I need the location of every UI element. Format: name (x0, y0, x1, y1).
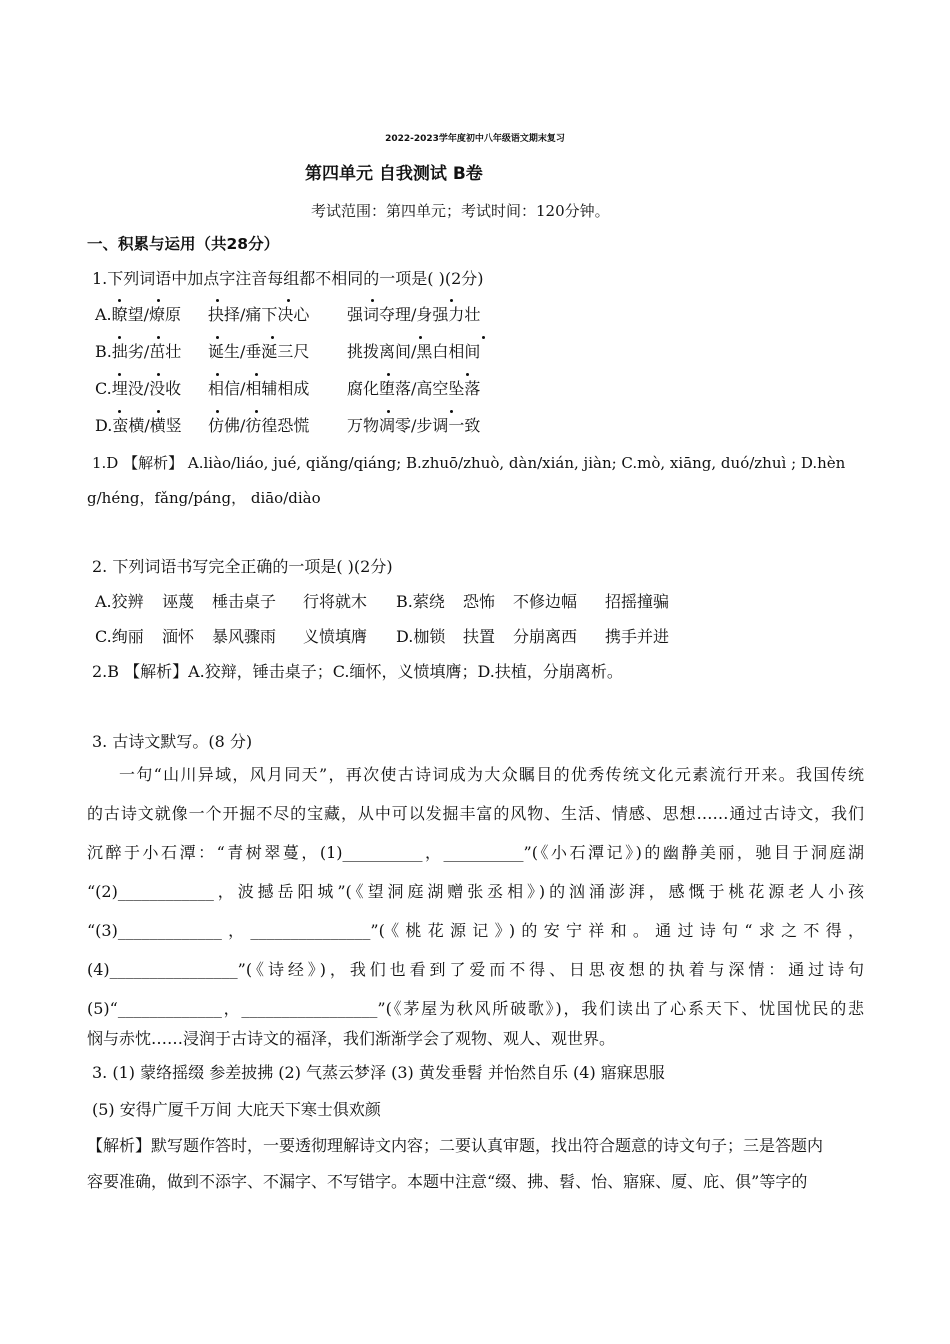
section-heading: 一、积累与运用（共28分） (87, 235, 280, 253)
option-word: 分崩离西 (513, 627, 578, 646)
option-word: 扶置 (463, 627, 496, 646)
question-3-answer-continued: (5) 安得广厦千万间 大庇天下寒士俱欢颜 (92, 1100, 381, 1119)
question-3-analysis: 【解析】默写题作答时，一要透彻理解诗文内容；二要认真审题，找出符合题意的诗文句子；三是答题内 (87, 1136, 824, 1155)
question-3-passage-line: (4)________________”(《诗经》)，我们也看到了爱而不得、日思夜想的执着与深情：通过诗句 (87, 960, 864, 979)
question-2-options-row-1 (95, 592, 669, 612)
question-3-passage-line: (5)“_____________，_________________”(《茅屋为秋风所破歌》)，我们读出了心系天下、忧国忧民的悲 (87, 999, 864, 1018)
emphasis-dot (216, 410, 219, 413)
question-3-passage-line: “(2)____________，波撼岳阳城”(《望洞庭湖赠张丞相》)的汹涌澎湃，感慨于桃花源老人小孩 (87, 882, 864, 901)
question-1-stem: 1.下列词语中加点字注音每组都不相同的一项是( )(2分) (92, 269, 484, 288)
document-title: 2022-2023学年度初中八年级语文期末复习 (385, 134, 565, 144)
emphasis-dot (450, 410, 453, 413)
emphasis-dot (482, 336, 485, 339)
document-subtitle: 第四单元 自我测试 B卷 (305, 164, 483, 184)
option-word: 义愤填膺 (303, 627, 368, 646)
option-d-group-3: 万物凋零/步调一致 (347, 416, 481, 435)
question-3-passage-line: “(3)_____________，_______________”(《桃花源记》)的安宁祥和。通过诗句“求之不得， (87, 921, 864, 940)
question-1-option-c (95, 379, 480, 399)
option-d-group-2: 仿佛/彷徨恐慌 (208, 416, 310, 435)
option-b-group-3: 挑拨离间/黑白相间 (347, 342, 481, 361)
question-2-options-row-2 (95, 627, 669, 647)
exam-info: 考试范围：第四单元；考试时间：120分钟。 (311, 202, 610, 220)
option-a-group-3: 强词夺理/身强力壮 (347, 305, 481, 324)
emphasis-dot (118, 410, 121, 413)
emphasis-dot (255, 373, 258, 376)
emphasis-dot (387, 410, 390, 413)
question-3-answer: 3. (1) 蒙络摇缀 参差披拂 (2) 气蒸云梦泽 (3) 黄发垂髫 并怡然自乐 (4) 寤寐思服 (92, 1063, 665, 1082)
option-d-group-1: D.蛮横/横竖 (95, 416, 182, 435)
option-b-group-2: 诞生/垂涎三尺 (208, 342, 310, 361)
option-word: 携手并进 (605, 627, 670, 646)
question-1-answer-continued: g/héng，fǎng/páng， diāo/diào (87, 489, 321, 507)
question-3-passage-line: 一句“山川异域，风月同天”，再次使古诗词成为大众瞩目的优秀传统文化元素流行开来。我国传统 (119, 765, 864, 784)
emphasis-dot (216, 299, 219, 302)
option-c-group-1: C.埋没/没收 (95, 379, 182, 398)
option-word: 湎怀 (162, 627, 195, 646)
question-2-stem: 2. 下列词语书写完全正确的一项是( )(2分) (92, 557, 393, 576)
emphasis-dot (371, 299, 374, 302)
question-1-option-a (95, 305, 480, 325)
option-a-group-1: A.瞭望/燎原 (95, 305, 182, 324)
emphasis-dot (450, 299, 453, 302)
option-word: 恐怖 (463, 592, 496, 611)
emphasis-dot (387, 373, 390, 376)
emphasis-dot (287, 299, 290, 302)
option-b-group-1: B.拙劣/茁壮 (95, 342, 182, 361)
emphasis-dot (157, 373, 160, 376)
emphasis-dot (118, 336, 121, 339)
question-1-answer: 1.D 【解析】 A.liào/liáo, jué, qiǎng/qiáng; B.zhuō/zhuò, dàn/xián, jiàn; C.mò, xiāng, duó/zhuì ; D.hèn (92, 454, 846, 472)
emphasis-dot (157, 410, 160, 413)
emphasis-dot (216, 373, 219, 376)
emphasis-dot (118, 373, 121, 376)
question-3-stem: 3. 古诗文默写。(8 分) (92, 732, 253, 751)
question-3-passage-line: 的古诗文就像一个开掘不尽的宝藏，从中可以发掘丰富的风物、生活、情感、思想……通过古诗文，我们 (87, 804, 864, 823)
question-1-option-b (95, 342, 480, 362)
option-c-group-2: 相信/相辅相成 (208, 379, 310, 398)
option-word: 不修边幅 (513, 592, 578, 611)
emphasis-dot (118, 299, 121, 302)
option-word: 行将就木 (303, 592, 368, 611)
question-2-answer: 2.B 【解析】A.狡辩，锤击桌子；C.缅怀，义愤填膺；D.扶植，分崩离析。 (92, 662, 623, 681)
question-3-passage-line: 沉醉于小石潭：“青树翠蔓，(1)__________，__________”(《小石潭记》)的幽静美丽，驰目于洞庭湖 (87, 843, 864, 862)
emphasis-dot (255, 410, 258, 413)
option-word: 诬蔑 (162, 592, 195, 611)
option-c-group-3: 腐化堕落/高空坠落 (347, 379, 481, 398)
option-word: D.枷锁 (396, 627, 446, 646)
question-3-passage-line: 悯与赤忱……浸润于古诗文的福泽，我们渐渐学会了观物、观人、观世界。 (87, 1029, 616, 1048)
emphasis-dot (216, 336, 219, 339)
option-word: 招摇撞骗 (605, 592, 670, 611)
question-3-analysis-continued: 容要准确，做到不添字、不漏字、不写错字。本题中注意“缀、拂、髫、怡、寤寐、厦、庇、俱”等字的 (87, 1172, 808, 1191)
option-word: B.萦绕 (396, 592, 445, 611)
emphasis-dot (466, 373, 469, 376)
emphasis-dot (419, 336, 422, 339)
emphasis-dot (157, 336, 160, 339)
option-word: 棰击桌子 (212, 592, 277, 611)
emphasis-dot (157, 299, 160, 302)
option-a-group-2: 抉择/痛下决心 (208, 305, 310, 324)
option-word: C.绚丽 (95, 627, 144, 646)
emphasis-dot (271, 336, 274, 339)
question-1-option-d (95, 416, 480, 436)
option-word: A.狡辨 (95, 592, 144, 611)
option-word: 暴风骤雨 (212, 627, 277, 646)
